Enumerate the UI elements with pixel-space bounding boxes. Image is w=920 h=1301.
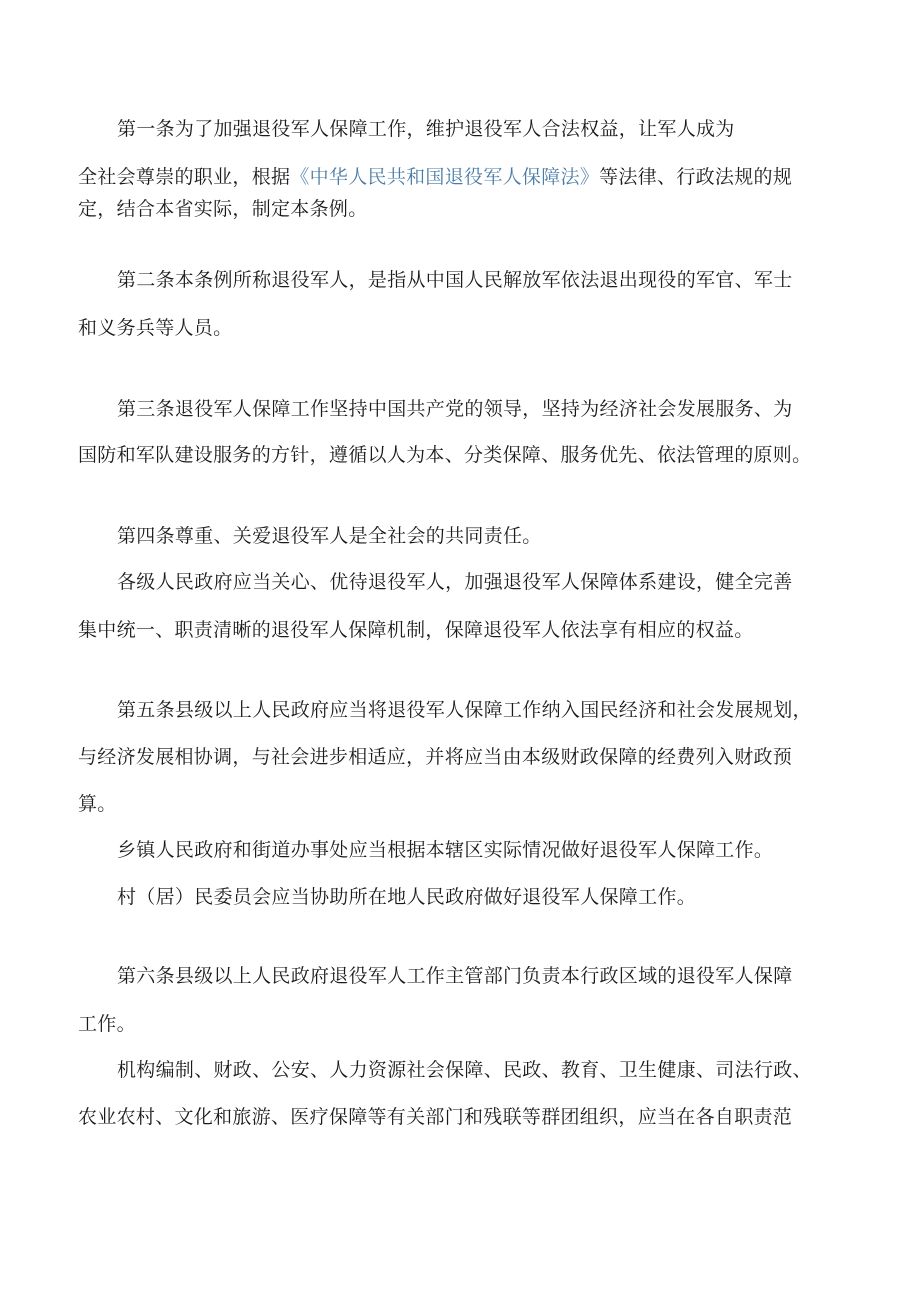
article-6-line-2: 工作。 xyxy=(78,1013,136,1035)
article-5-line-5: 村（居）民委员会应当协助所在地人民政府做好退役军人保障工作。 xyxy=(117,886,697,908)
article-1-line-2-text: 全社会尊崇的职业，根据 xyxy=(78,166,291,188)
article-2-line-2: 和义务兵等人员。 xyxy=(78,317,233,339)
article-5-line-4: 乡镇人民政府和街道办事处应当根据本辖区实际情况做好退役军人保障工作。 xyxy=(117,839,774,861)
article-1-line-1: 第一条为了加强退役军人保障工作，维护退役军人合法权益，让军人成为 xyxy=(117,118,735,140)
article-6-line-4: 农业农村、文化和旅游、医疗保障等有关部门和残联等群团组织，应当在各自职责范 xyxy=(78,1106,793,1128)
article-1-line-2 xyxy=(78,165,792,189)
article-1-line-2-text-end: 等法律、行政法规的规 xyxy=(599,166,793,188)
law-link[interactable]: 《中华人民共和国退役军人保障法》 xyxy=(290,166,600,188)
article-3-line-2: 国防和军队建设服务的方针，遵循以人为本、分类保障、服务优先、依法管理的原则。 xyxy=(78,444,812,466)
article-4-line-1: 第四条尊重、关爱退役军人是全社会的共同责任。 xyxy=(117,525,542,547)
article-3-line-1: 第三条退役军人保障工作坚持中国共产党的领导，坚持为经济社会发展服务、为 xyxy=(117,398,793,420)
article-4-line-2: 各级人民政府应当关心、优待退役军人，加强退役军人保障体系建设，健全完善 xyxy=(117,571,793,593)
article-6-line-1: 第六条县级以上人民政府退役军人工作主管部门负责本行政区域的退役军人保障 xyxy=(117,965,793,987)
article-5-line-2: 与经济发展相协调，与社会进步相适应，并将应当由本级财政保障的经费列入财政预 xyxy=(78,746,793,768)
article-4-line-3: 集中统一、职责清晰的退役军人保障机制，保障退役军人依法享有相应的权益。 xyxy=(78,619,754,641)
article-5-line-1: 第五条县级以上人民政府应当将退役军人保障工作纳入国民经济和社会发展规划， xyxy=(117,699,812,721)
article-6-line-3: 机构编制、财政、公安、人力资源社会保障、民政、教育、卫生健康、司法行政、 xyxy=(117,1059,812,1081)
article-2-line-1: 第二条本条例所称退役军人，是指从中国人民解放军依法退出现役的军官、军士 xyxy=(117,269,793,291)
article-1-line-3: 定，结合本省实际，制定本条例。 xyxy=(78,198,368,220)
article-5-line-3: 算。 xyxy=(78,793,117,815)
